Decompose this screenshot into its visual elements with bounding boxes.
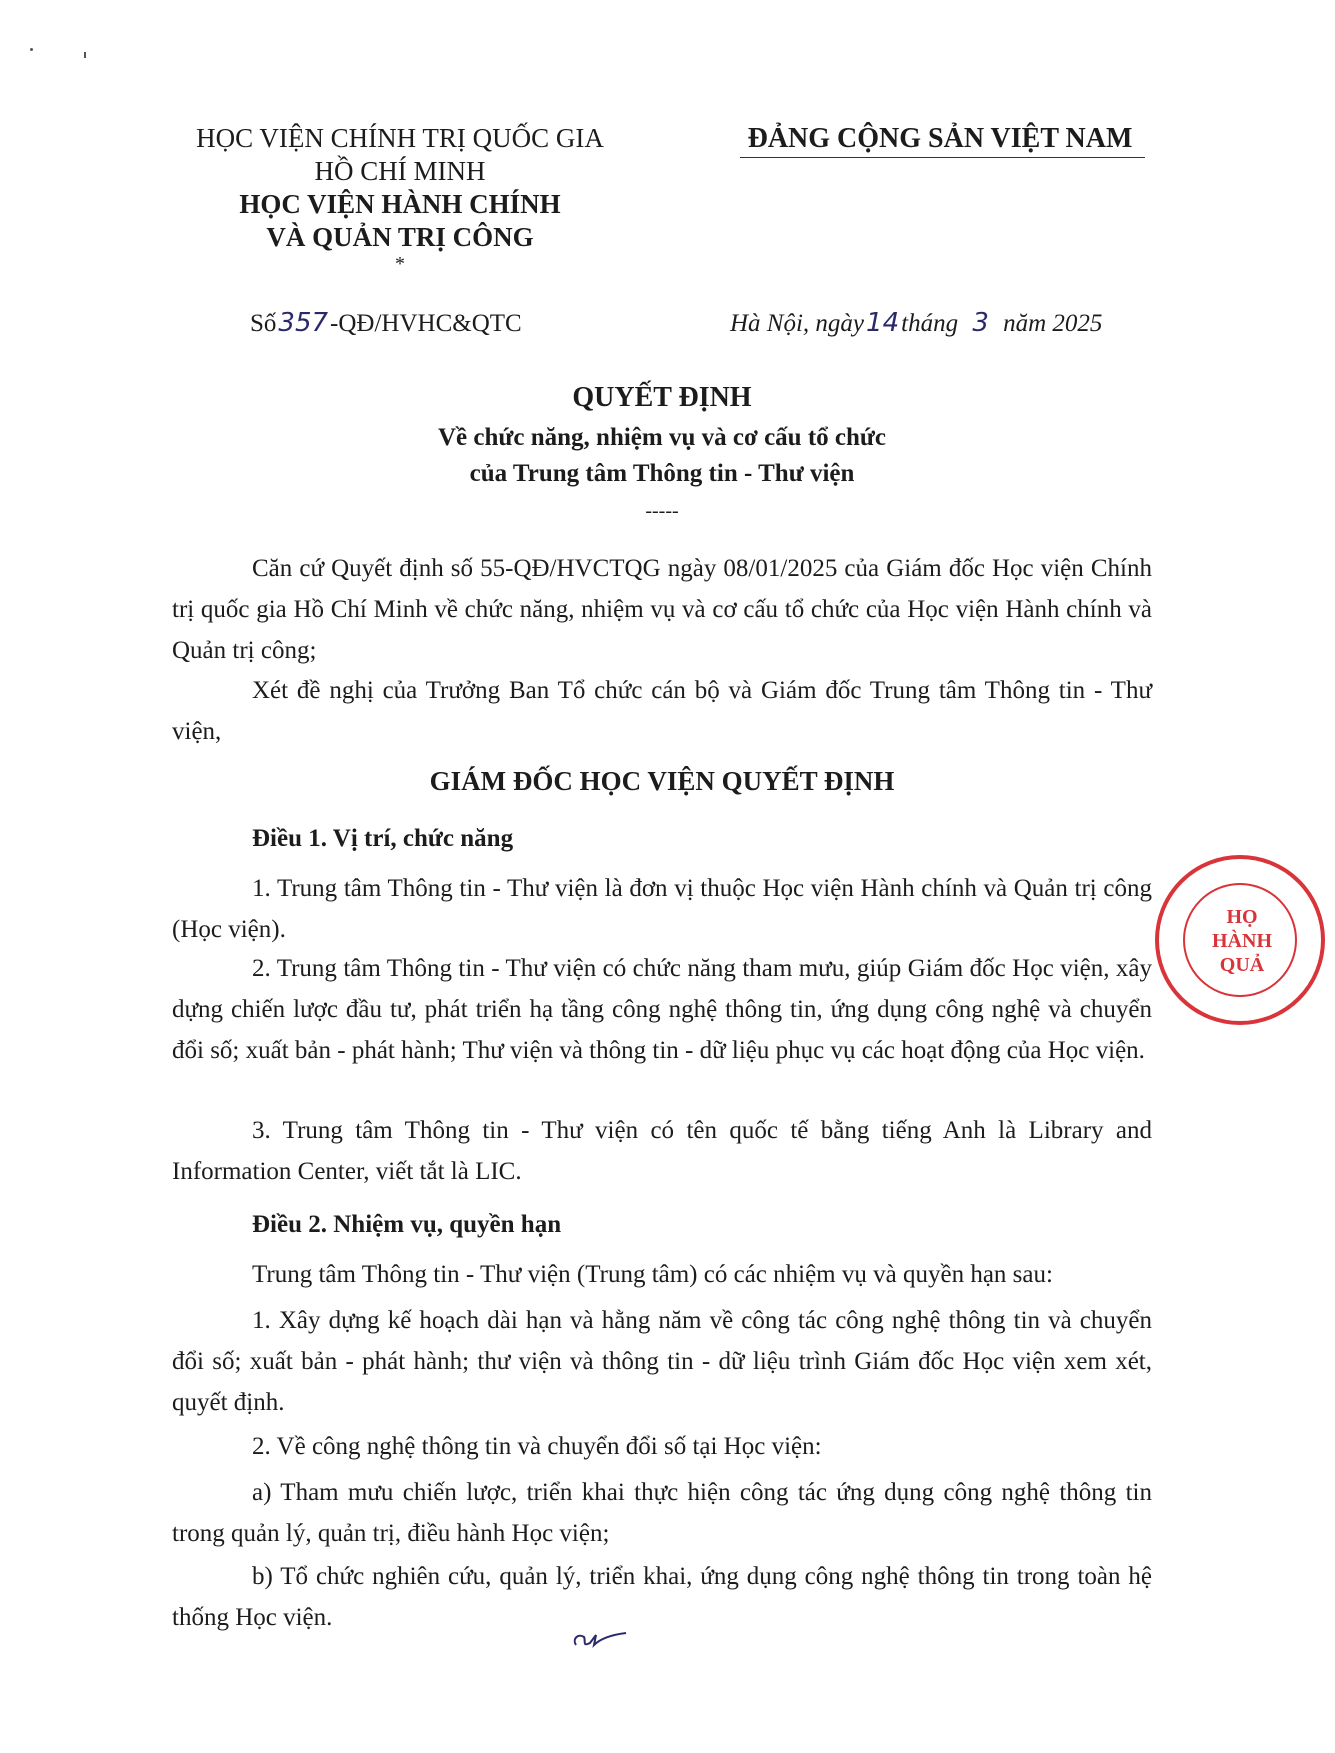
article-2-item-1: 1. Xây dựng kế hoạch dài hạn và hằng năm về công tác công nghệ thông tin và chuyển đổi số; xuất bản - phát hành; thư viện và thông tin - dữ liệu trình Giám đốc Học viện xem xét, quyết định. <box>172 1307 1152 1416</box>
article-2-intro: Trung tâm Thông tin - Thư viện (Trung tâm) có các nhiệm vụ và quyền hạn sau: <box>252 1261 1053 1288</box>
seal-line-1: HỌ <box>1226 906 1258 928</box>
document-number <box>250 308 522 338</box>
article-1-item-1: 1. Trung tâm Thông tin - Thư viện là đơn vị thuộc Học viện Hành chính và Quản trị công (Học viện). <box>172 875 1152 943</box>
party-underline <box>740 157 1145 158</box>
date-year: năm 2025 <box>1003 310 1103 337</box>
date-month-label: tháng <box>901 310 959 337</box>
article-2-item-2a: a) Tham mưu chiến lược, triển khai thực hiện công tác ứng dụng công nghệ thông tin trong quản lý, quản trị, điều hành Học viện; <box>172 1479 1152 1547</box>
scan-speck <box>30 48 33 51</box>
seal-line-2: HÀNH <box>1212 930 1272 952</box>
title-separator: ----- <box>645 500 679 522</box>
title-subline-1: Về chức năng, nhiệm vụ và cơ cấu tổ chức <box>438 424 886 451</box>
scan-speck <box>84 52 86 58</box>
document-date <box>730 308 1102 338</box>
official-seal <box>1155 855 1335 1035</box>
number-prefix: Số <box>250 310 277 337</box>
number-suffix: -QĐ/HVHC&QTC <box>330 310 522 337</box>
org-line-3: HỌC VIỆN HÀNH CHÍNH <box>239 189 561 219</box>
document-title: QUYẾT ĐỊNH <box>572 382 752 413</box>
initial-signature-mark <box>570 1625 630 1653</box>
article-2-item-2: 2. Về công nghệ thông tin và chuyển đổi số tại Học viện: <box>252 1433 822 1460</box>
number-handwritten: 357 <box>278 308 329 338</box>
preamble-proposal: Xét đề nghị của Trưởng Ban Tổ chức cán bộ và Giám đốc Trung tâm Thông tin - Thư viện, <box>172 677 1152 745</box>
date-month: 3 <box>972 308 989 338</box>
party-name: ĐẢNG CỘNG SẢN VIỆT NAM <box>747 123 1133 154</box>
seal-line-3: QUẢ <box>1219 954 1265 976</box>
date-prefix: Hà Nội, ngày <box>730 310 865 337</box>
article-2-heading: Điều 2. Nhiệm vụ, quyền hạn <box>252 1211 562 1238</box>
org-line-2: HỒ CHÍ MINH <box>314 156 486 186</box>
article-1-item-2: 2. Trung tâm Thông tin - Thư viện có chức năng tham mưu, giúp Giám đốc Học viện, xây dựng chiến lược đầu tư, phát triển hạ tầng công nghệ thông tin, ứng dụng công nghệ và chuyển đổi số; xuất bản - phát hành; Thư viện và thông tin - dữ liệu phục vụ các hoạt động của Học viện. <box>172 955 1152 1064</box>
org-line-1: HỌC VIỆN CHÍNH TRỊ QUỐC GIA <box>196 123 604 153</box>
article-1-item-3: 3. Trung tâm Thông tin - Thư viện có tên quốc tế bằng tiếng Anh là Library and Information Center, viết tắt là LIC. <box>172 1117 1152 1185</box>
org-star: * <box>395 253 405 275</box>
date-day: 14 <box>866 308 900 338</box>
article-2-item-2b: b) Tổ chức nghiên cứu, quản lý, triển khai, ứng dụng công nghệ thông tin trong toàn hệ thống Học viện. <box>172 1563 1152 1631</box>
preamble-basis: Căn cứ Quyết định số 55-QĐ/HVCTQG ngày 08/01/2025 của Giám đốc Học viện Chính trị quốc gia Hồ Chí Minh về chức năng, nhiệm vụ và cơ cấu tổ chức của Học viện Hành chính và Quản trị công; <box>172 555 1152 664</box>
issuing-org <box>170 122 630 274</box>
decision-heading: GIÁM ĐỐC HỌC VIỆN QUYẾT ĐỊNH <box>429 766 895 796</box>
article-1-heading: Điều 1. Vị trí, chức năng <box>252 825 514 852</box>
title-subline-2: của Trung tâm Thông tin - Thư viện <box>469 460 855 487</box>
org-line-4: VÀ QUẢN TRỊ CÔNG <box>266 222 534 252</box>
